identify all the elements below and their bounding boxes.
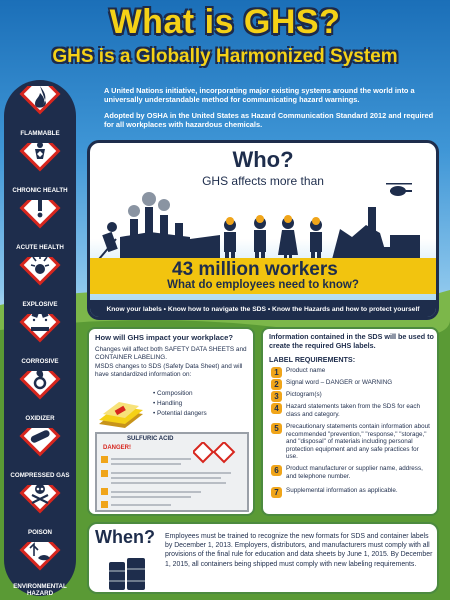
when-text: Employees must be trained to recognize the new formats for SDS and container labels by December 1, 2013. Employers, distributors, and manufacturers must comply with all provisions of the final rule for education and data sheets by June 1, 2015. By December 1, 2015, all containers being shipped must comply with new labeling requirements. (165, 533, 433, 568)
requirement-item-6: 6 Product manufacturer or supplier name, address, and telephone number. (271, 465, 431, 480)
who-panel (87, 140, 439, 320)
bullet-potential-dangers: • Potential dangers (153, 410, 207, 417)
sds-panel (261, 327, 439, 516)
exploding-bomb-icon (13, 257, 67, 295)
requirement-item-5: 5 Precautionary statements contain information about recommended "prevention," "response," "storage," and "disposal" of materials including personal protection equipment and any safe practices for use. (271, 423, 431, 461)
poster-title: What is GHS? (109, 3, 341, 41)
requirement-item-3: 3 Pictogram(s) (271, 391, 431, 399)
sample-label-signal: DANGER! (103, 445, 131, 451)
bullet-composition: • Composition (153, 390, 193, 397)
sds-binder-icon (95, 384, 147, 430)
corrosion-icon (13, 314, 67, 352)
when-title: When? (95, 527, 155, 547)
gas-cylinder-icon (13, 428, 67, 466)
pictogram-sidebar (4, 80, 76, 596)
who-subtitle: GHS affects more than (202, 174, 324, 188)
when-panel (87, 522, 439, 594)
pictogram-label-poison: POISON (27, 529, 53, 536)
requirement-item-7: 7 Supplemental information as applicable. (271, 487, 431, 495)
sample-label-text-lines (101, 456, 245, 510)
poster-subtitle: GHS is a Globally Harmonized System (52, 46, 398, 67)
pictogram-label-oxidizer: OXIDIZER (25, 415, 55, 422)
who-title: Who? (232, 147, 294, 172)
intro-paragraph-1: A United Nations initiative, incorporating major existing systems around the world into a universally understandable method for communicating hazard warnings. (104, 86, 415, 105)
sds-title: Information contained in the SDS will be used to create the required GHS labels. (269, 332, 434, 350)
pictogram-label-corrosive: CORROSIVE (21, 358, 59, 365)
impact-paragraph-2: MSDS changes to SDS (Safety Data Sheet) and will have standardized information on: (95, 363, 243, 378)
exclamation-icon (13, 200, 67, 238)
pictogram-label-environmental-hazard: ENVIRONMENTAL HAZARD (13, 583, 67, 597)
pictogram-label-acute-health: ACUTE HEALTH (16, 244, 64, 251)
environment-icon (13, 542, 67, 580)
requirement-item-4: 4 Hazard statements taken from the SDS for each class and category. (271, 403, 431, 418)
flame-icon (13, 86, 67, 124)
who-tips-bar: Know your labels • Know how to navigate the SDS • Know the Hazards and how to protect yourself (90, 300, 436, 320)
impact-paragraph-1: Changes will affect both SAFETY DATA SHEETS and CONTAINER LABELING. (95, 346, 247, 361)
pictogram-label-flammable: FLAMMABLE (20, 130, 60, 137)
bullet-handling: • Handling (153, 400, 183, 407)
worker-count: 43 million workers (172, 259, 338, 280)
pictogram-label-compressed-gas: COMPRESSED GAS (10, 472, 70, 479)
who-question: What do employees need to know? (167, 279, 359, 291)
skull-crossbones-icon (13, 485, 67, 523)
impact-panel (87, 327, 255, 516)
intro-paragraph-2: Adopted by OSHA in the United States as Hazard Communication Standard 2012 and required for all workplaces with hazardous chemicals. (104, 111, 434, 130)
drums-icon (107, 550, 149, 592)
sample-ghs-label (95, 432, 249, 512)
sample-label-product: SULFURIC ACID (127, 436, 174, 442)
pictogram-label-chronic-health: CHRONIC HEALTH (12, 187, 68, 194)
workers-illustration (90, 177, 436, 267)
health-hazard-icon (13, 143, 67, 181)
flame-over-circle-icon (13, 371, 67, 409)
requirement-item-1: 1 Product name (271, 367, 431, 375)
requirement-item-2: 2 Signal word – DANGER or WARNING (271, 379, 431, 387)
label-requirements-title: LABEL REQUIREMENTS: (269, 355, 356, 364)
pictogram-label-explosive: EXPLOSIVE (22, 301, 58, 308)
impact-title: How will GHS impact your workplace? (95, 333, 233, 342)
